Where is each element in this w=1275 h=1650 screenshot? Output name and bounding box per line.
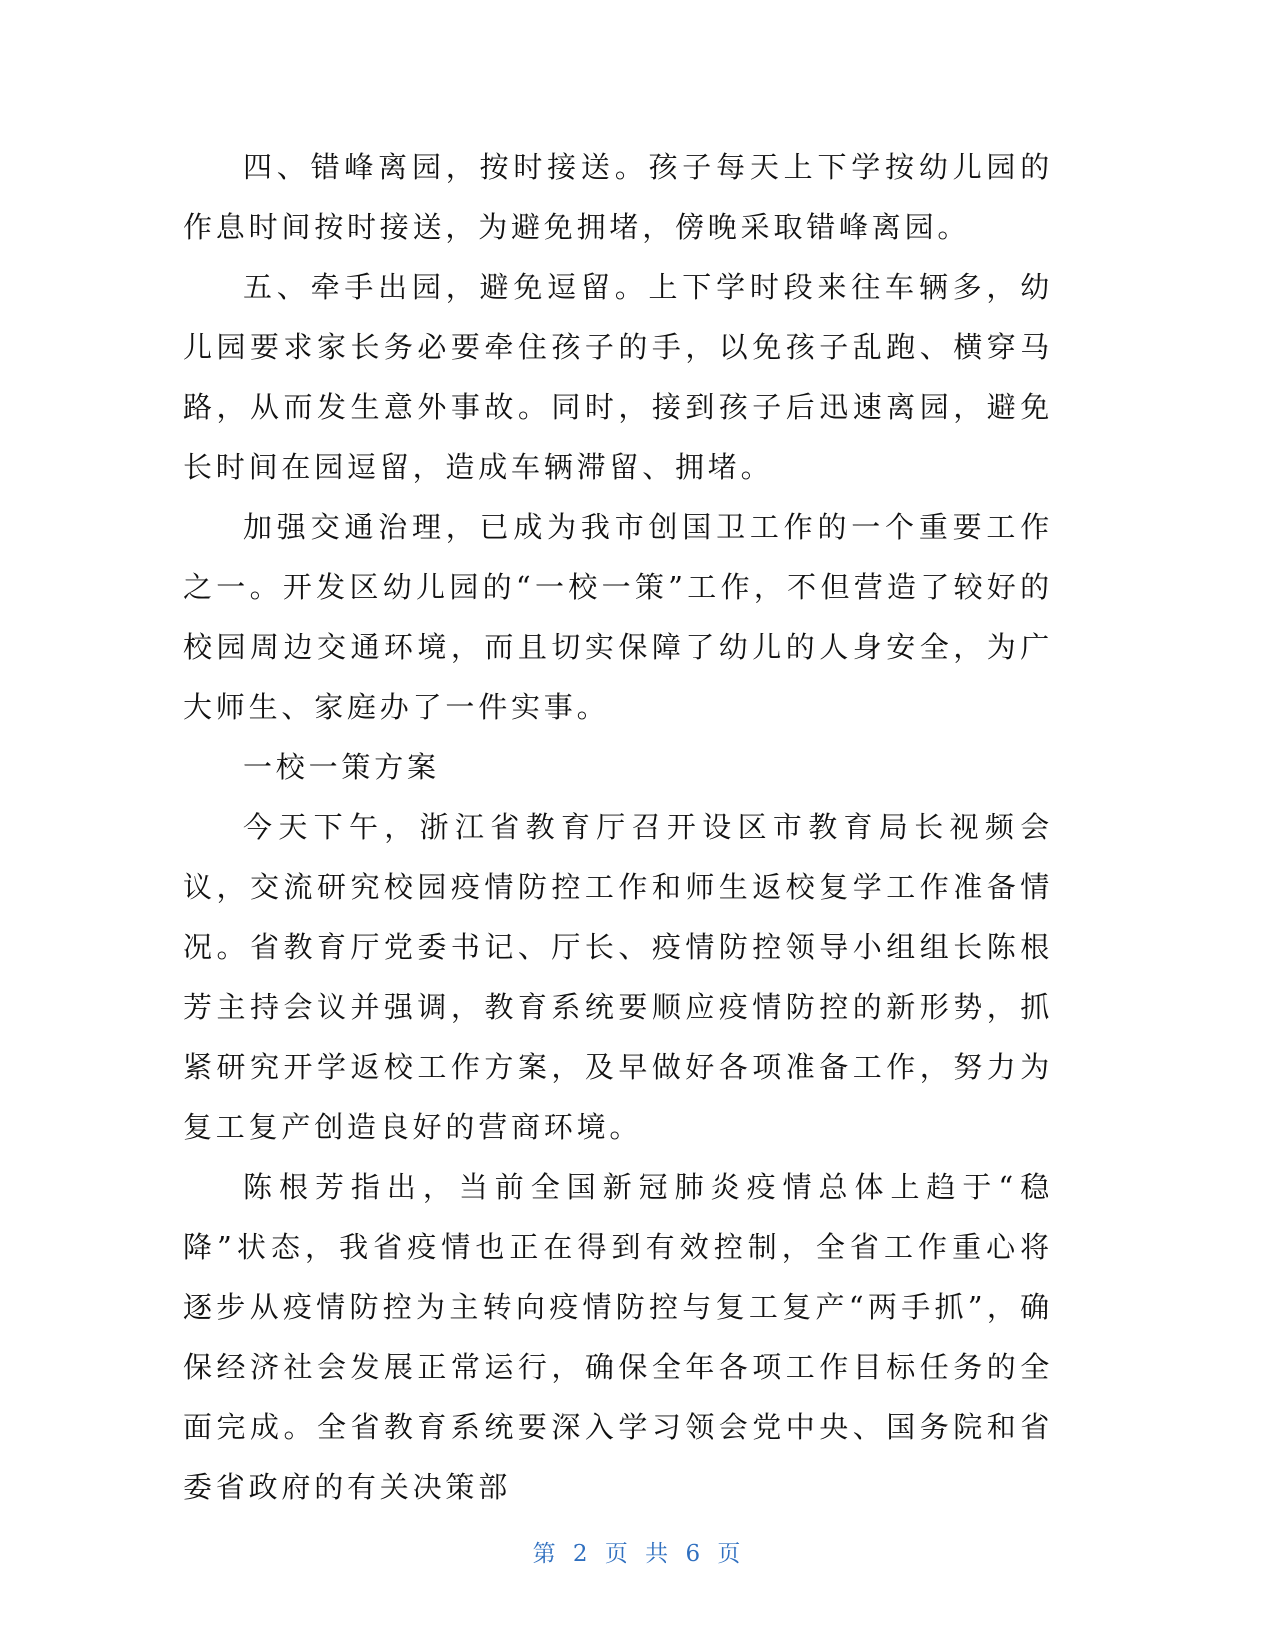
document-body <box>183 137 1053 1517</box>
paragraph-staggered-dismissal: 四、错峰离园，按时接送。孩子每天上下学按幼儿园的作息时间按时接送，为避免拥堵，傍晚采取错峰离园。 <box>183 150 1053 244</box>
footer-prefix: 第 <box>532 1541 558 1567</box>
paragraph-traffic-governance: 加强交通治理，已成为我市创国卫工作的一个重要工作之一。开发区幼儿园的“一校一策”工作，不但营造了较好的校园周边交通环境，而且切实保障了幼儿的人身安全，为广大师生、家庭办了一件实事。 <box>183 510 1053 724</box>
footer-total-unit: 页 <box>717 1541 743 1567</box>
footer-current-page: 2 <box>572 1541 590 1567</box>
section-heading: 一校一策方案 <box>243 750 440 784</box>
paragraph-chen-remarks: 陈根芳指出，当前全国新冠肺炎疫情总体上趋于“稳降”状态，我省疫情也正在得到有效控制，全省工作重心将逐步从疫情防控为主转向疫情防控与复工复产“两手抓”，确保经济社会发展正常运行，确保全年各项工作目标任务的全面完成。全省教育系统要深入学习领会党中央、国务院和省委省政府的有关决策部 <box>183 1170 1053 1504</box>
footer-page-unit: 页 <box>604 1541 630 1567</box>
paragraph-hand-in-hand: 五、牵手出园，避免逗留。上下学时段来往车辆多，幼儿园要求家长务必要牵住孩子的手，以免孩子乱跑、横穿马路，从而发生意外事故。同时，接到孩子后迅速离园，避免长时间在园逗留，造成车辆滞留、拥堵。 <box>183 270 1053 484</box>
page-number-footer <box>0 1535 1275 1568</box>
paragraph-education-meeting: 今天下午，浙江省教育厅召开设区市教育局长视频会议，交流研究校园疫情防控工作和师生返校复学工作准备情况。省教育厅党委书记、厅长、疫情防控领导小组组长陈根芳主持会议并强调，教育系统要顺应疫情防控的新形势，抓紧研究开学返校工作方案，及早做好各项准备工作，努力为复工复产创造良好的营商环境。 <box>183 810 1053 1144</box>
footer-total-pages: 6 <box>685 1541 703 1567</box>
footer-total-prefix: 共 <box>645 1541 671 1567</box>
